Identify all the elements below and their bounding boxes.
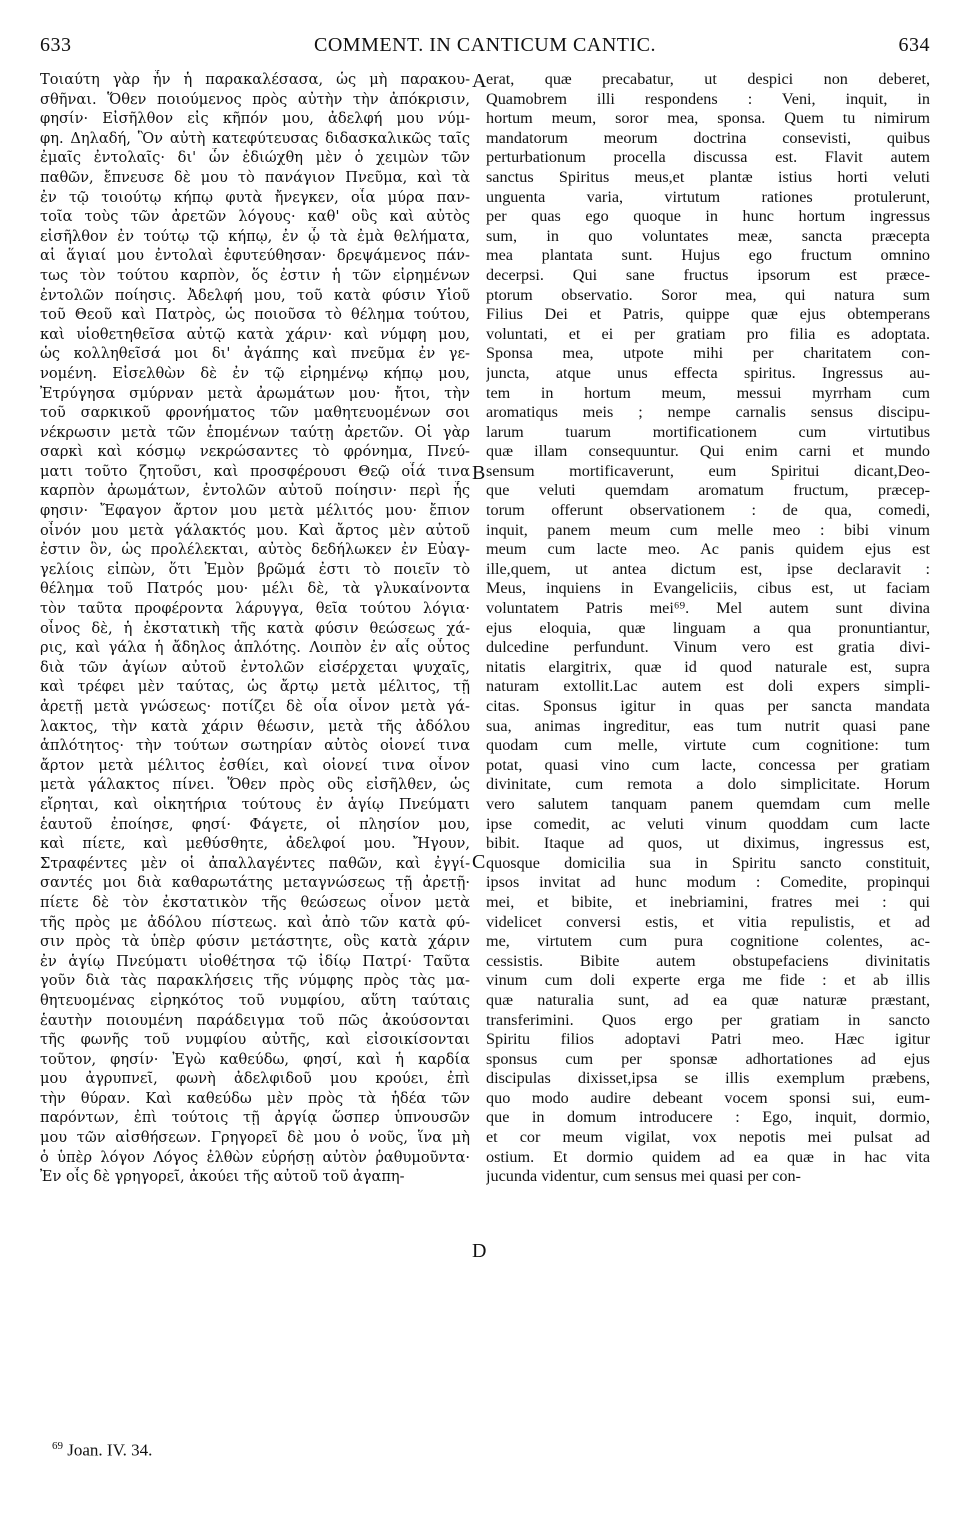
greek-text-line: ματι τοῦτο ζητοῦσι, καὶ προσφέρουσι Θεῷ οἷά τινα <box>40 462 470 480</box>
greek-text-line: γοῦν διὰ τὰς παρακλήσεις τῆς νύμφης πρὸς τὰς μα- <box>40 972 470 990</box>
latin-text-line: aromatiqus meis ; nempe carnalis sensus discipu- <box>486 403 930 422</box>
latin-text-line: larum tuarum mortificationem cum virtutibus <box>486 422 930 441</box>
greek-text-line: τὸν ταῦτα προφέροντα λάρυγγα, θεῖα τούτου λόγια· <box>40 600 470 618</box>
latin-text-line: bibit. Itaque ad quos, ut diximus, ingressus est, <box>486 834 930 853</box>
latin-text-line: ipse comedit, ac veluti vinum quoddam cum lacte <box>486 814 930 833</box>
latin-text-line: naturam extollit.Lac autem est doli expers simpli- <box>486 677 930 696</box>
greek-text-line: μου τῶν αἰσθήσεων. Γρηγορεῖ δὲ μου ὁ νοῦς, ἵνα μὴ <box>40 1129 470 1147</box>
greek-text-line: παθῶν, ἔπνευσε δὲ μου τὸ πανάγιον Πνεῦμα, καὶ τὰ <box>40 168 470 186</box>
latin-text-line: me, virtutem cum pura cognitione colentes, ac- <box>486 932 930 951</box>
margin-letter-c: C <box>472 851 486 873</box>
latin-text-line: jucunda videntur, cum sensus mei quasi per con- <box>486 1167 801 1186</box>
greek-text-line: φησίν· Εἰσῆλθον εἰς κῆπόν μου, ἀδελφή μου νύμ- <box>40 110 470 128</box>
greek-text-line: αἱ ἅγιαί μου ἐντολαὶ ἐφυτεύθησαν· δρεψάμενος πάν- <box>40 247 470 265</box>
greek-text-line: ἐντολῶν ποίησις. Ἀδελφή μου, τοῦ κατὰ φύσιν Υἱοῦ <box>40 286 470 304</box>
latin-text-line: voluntatem Patris mei⁶⁹. Mel autem sunt divina <box>486 599 930 618</box>
latin-text-line: meum cum lacte meo. Ac panis quidem ejus est <box>486 540 930 559</box>
footnote-text: Joan. IV. 34. <box>63 1440 153 1460</box>
latin-text-line: voluntati, et ei per gratiam pro filia es adoptata. <box>486 324 930 343</box>
footnote-number: 69 <box>52 1440 63 1452</box>
page-number-right: 634 <box>898 34 930 56</box>
latin-text-line: sanctus Spiritus meus,et plantæ istius horti veluti <box>486 167 930 186</box>
latin-text-line: quosque domicilia sua in Spiritu sancto constituit, <box>486 853 930 872</box>
latin-text-line: quodam cum melle, virtute cum cognitione: tum <box>486 736 930 755</box>
latin-text-line: vinum cum doli experte erga me fide : et ab illis <box>486 971 930 990</box>
greek-text-line: ἐν ἁγίῳ Πνεύματι υἱοθέτησα τῷ ἰδίῳ Πατρί· Ταῦτα <box>40 952 470 970</box>
latin-text-line: torum offerunt observationem : de qua, comedi, <box>486 501 930 520</box>
latin-text-line: juncta, atque unus effecta spiritus. Ingressus au- <box>486 363 930 382</box>
latin-text-line: perturbationum procella discussa est. Flavit autem <box>486 148 930 167</box>
greek-text-line: καὶ υἱοθετηθεῖσα αὐτῷ κατὰ χάριν· καὶ νύμφη μου, <box>40 325 470 343</box>
greek-text-line: τὴν θύραν. Καὶ καθεύδω μὲν πρὸς τὰ ἡδέα τῶν <box>40 1089 470 1107</box>
latin-text-line: ille,quem, ut antea dictum est, ipse declaravit : <box>486 559 930 578</box>
latin-text-column <box>486 70 930 1187</box>
latin-text-line: decerpsi. Qui sane fructus ipsorum est præce- <box>486 265 930 284</box>
greek-text-line: φη. Δηλαδή, Ὃν αὐτὴ κατεφύτευσας διδασκαλικῶς ταῖς <box>40 129 470 147</box>
latin-text-line: videlicet conversi estis, et vitia repulistis, et ad <box>486 912 930 931</box>
latin-text-line: dulcedine perfundunt. Vinum vero est gratia divi- <box>486 638 930 657</box>
latin-text-line: ostium. Et dormio quidem ad ea quæ in hac vita <box>486 1147 930 1166</box>
latin-text-line: sua, animas ingreditur, eas tum nutrit quasi pane <box>486 716 930 735</box>
latin-text-line: per quas ego quoque in hunc hortum ingressus <box>486 207 930 226</box>
greek-text-line: ὁ ὑπὲρ λόγον Λόγος ἐλθὼν εὑρήσῃ αὐτὸν ῥαθυμοῦντα· <box>40 1148 470 1166</box>
latin-text-line: ejus eloquia, quæ linguam a qua pronuntiantur, <box>486 618 930 637</box>
greek-text-line: τοῦ Θεοῦ καὶ Πατρὸς, ὡς ποιοῦσα τὸ θέλημα τούτου, <box>40 306 470 324</box>
latin-text-line: que in domum introducere : Ego, inquit, dormio, <box>486 1108 930 1127</box>
latin-text-line: cessistis. Bibite autem obstupefaciens divinitatis <box>486 951 930 970</box>
latin-text-line: mea plantata sunt. Hujus ego fructum omnino <box>486 246 930 265</box>
greek-text-line: ἄρτον μετὰ μέλιτος ἐσθίει, καὶ οἱονεί τινα οἶνον <box>40 756 470 774</box>
greek-text-line: τοῖα τοὺς τῶν ἀρετῶν λόγους· καθ' οὓς καὶ αὐτὸς <box>40 208 470 226</box>
latin-text-line: erat, quæ precabatur, ut despici non deberet, <box>486 70 930 88</box>
latin-text-line: inquit, panem meum cum melle meo : bibi vinum <box>486 520 930 539</box>
greek-text-line: ἐν τῷ τοιούτῳ κήπῳ φυτὰ ἤνεγκεν, οἷα μύρα παν- <box>40 188 470 206</box>
greek-text-line: τοῦ σαρκικοῦ φρονήματος τῶν μαθητευομένων σοι <box>40 404 470 422</box>
greek-text-line: σιν πρὸς τὰ ὑπὲρ φύσιν μετάστητε, οὓς κατὰ χάριν <box>40 933 470 951</box>
greek-text-line: τως τὸν τούτου καρπὸν, ὅς ἐστιν ἡ τῶν εἰρημένων <box>40 266 470 284</box>
latin-text-line: ptorum observatio. Soror mea, qui natura sum <box>486 285 930 304</box>
greek-text-line: θέλημα τοῦ Πατρός μου· μέλι δὲ, τὰ γλυκαίνοντα <box>40 580 470 598</box>
latin-text-line: Filius Dei et Patris, quippe quæ ejus obtemperans <box>486 305 930 324</box>
greek-text-line: Ἐτρύγησα σμύρναν μετὰ ἀρωμάτων μου· ἤτοι, τὴν <box>40 384 470 402</box>
greek-text-line: σαντές μοι διὰ καθαρωτάτης μεταγνώσεως τῇ ἀρετῇ· <box>40 874 470 892</box>
latin-text-line: quæ naturalia sunt, ad ea quæ naturæ præstant, <box>486 990 930 1009</box>
latin-text-line: discipulas dixisset,ipsa se illis exemplum præbens, <box>486 1069 930 1088</box>
running-header <box>40 34 930 62</box>
latin-text-line: divinitate, cum remota a dolo simplicitate. Horum <box>486 775 930 794</box>
greek-text-line: ἐμαῖς ἐντολαῖς· δι' ὧν ἐδιώχθη μὲν ὁ χειμὼν τῶν <box>40 149 470 167</box>
greek-text-line: διὰ τῶν ἁγίων αὐτοῦ ἐντολῶν εἰσέρχεται ψυχαῖς, <box>40 658 470 676</box>
greek-text-line: οἶνος δὲ, ἡ ἐκστατικὴ τῆς κατὰ φύσιν θεώσεως χά- <box>40 619 470 637</box>
latin-text-line: Spiritu filios adoptavi Patri meo. Hæc igitur <box>486 1030 930 1049</box>
latin-text-line: mei, et bibite, et inebriamini, fratres mei : qui <box>486 892 930 911</box>
greek-text-line: Στραφέντες μὲν οἱ ἀπαλλαγέντες παθῶν, καὶ ἐγγί- <box>40 854 470 872</box>
greek-text-line: λακτος, τὴν κατὰ χάριν θέωσιν, μετὰ τῆς ἀδόλου <box>40 717 470 735</box>
latin-text-line: hortum meum, soror mea, sponsa. Quem tu nimirum <box>486 109 930 128</box>
latin-text-line: quæ illam consequuntur. Qui enim carni et mundo <box>486 442 930 461</box>
greek-text-line: ρις, καὶ γάλα ἡ ἄδηλος ἁπλότης. Λοιπὸν ἐν αἷς οὗτος <box>40 639 470 657</box>
greek-text-line: πίετε δὲ τὸν ἐκστατικὸν τῆς θεώσεως οἶνον μετὰ <box>40 893 470 911</box>
greek-text-line: οἶνόν μου μετὰ γάλακτός μου. Καὶ ἄρτος μὲν αὐτοῦ <box>40 521 470 539</box>
latin-text-line: vero salutem tanquam panem quemdam cum melle <box>486 794 930 813</box>
latin-text-line: quo modo audire debeant vocem sponsi sui, eum- <box>486 1088 930 1107</box>
latin-text-line: unguenta varia, virtutum rationes protulerunt, <box>486 187 930 206</box>
latin-text-line: nitatis elargitrix, quæ id quod naturale est, supra <box>486 657 930 676</box>
latin-text-line: potat, quasi vino cum lacte, concessa per gratiam <box>486 755 930 774</box>
greek-text-line: ἁπλότητος· τὴν τούτων σωτηρίαν αὐτὸς οἱονεί τινα <box>40 737 470 755</box>
greek-text-column <box>40 70 470 1187</box>
running-title: COMMENT. IN CANTICUM CANTIC. <box>314 34 656 56</box>
margin-letter-a: A <box>472 70 487 92</box>
greek-text-line: ἑαυτὴν ποιουμένη παράδειγμα τοῦ πῶς ἀκούσονται <box>40 1011 470 1029</box>
margin-letter-b: B <box>472 462 486 484</box>
greek-text-line: σαρκὶ καὶ κόσμῳ νεκρώσαντες τὸ φρόνημα, Πνεύ- <box>40 443 470 461</box>
latin-text-line: mandatorum meorum doctrina consevisti, quibus <box>486 128 930 147</box>
greek-text-line: θητευομένας εἰρηκότος τοῦ νυμφίου, αὕτη ταύταις <box>40 991 470 1009</box>
greek-text-line: τῆς φωνῆς τοῦ νυμφίου αὐτῆς, καὶ εἰσοικίσονται <box>40 1031 470 1049</box>
greek-text-line: καρπὸν ἀρωμάτων, ἐντολῶν αὐτοῦ ποίησιν· περὶ ἧς <box>40 482 470 500</box>
greek-text-line: παρόντων, ἐπὶ τούτοις τῇ ἀργίᾳ ὥσπερ ὑπνουσῶν <box>40 1109 470 1127</box>
greek-text-line: μετὰ γάλακτος πίνει. Ὅθεν πρὸς οὓς εἰσῆλθεν, ὡς <box>40 776 470 794</box>
latin-text-line: sensum mortificaverunt, eum Spiritui dicant,Deo- <box>486 461 930 480</box>
greek-text-line: εἰσῆλθον ἐν τούτῳ τῷ κήπῳ, ἐν ᾧ τὰ ἐμὰ θελήματα, <box>40 227 470 245</box>
greek-text-line: μου ἀγρυπνεῖ, φωνὴ ἀδελφιδοῦ μου κρούει, ἐπὶ <box>40 1070 470 1088</box>
greek-text-line: γελίοις εἰπὼν, ὅτι Ἐμὸν βρῶμά ἐστι τὸ ποιεῖν τὸ <box>40 560 470 578</box>
footnote <box>52 1440 152 1461</box>
greek-text-line: καὶ πίετε, καὶ μεθύσθητε, ἀδελφοί μου. Ἤγουν, <box>40 835 470 853</box>
latin-text-line: sponsus cum per sponsæ adhortationes ad ejus <box>486 1049 930 1068</box>
greek-text-line: τῆς πρὸς με ἀδόλου πίστεως. καὶ ἀπὸ τῶν κατὰ φύ- <box>40 913 470 931</box>
latin-text-line: que veluti quemdam aromatum fructum, præcep- <box>486 481 930 500</box>
greek-text-line: εἴρηται, καὶ οἰκητήρια τούτους ἐν ἁγίῳ Πνεύματι <box>40 795 470 813</box>
latin-text-line: sum, in quo voluntates meæ, sancta præcepta <box>486 226 930 245</box>
greek-text-line: καὶ τρέφει μὲν ταύτας, ὡς ἄρτῳ μετὰ μέλιτος, τῇ <box>40 678 470 696</box>
greek-text-line: ἐστιν ὃν, ὡς προλέλεκται, αὐτὸς δεδήλωκεν ἐν Εὐαγ- <box>40 541 470 559</box>
greek-text-line: Τοιαύτη γὰρ ἦν ἡ παρακαλέσασα, ὡς μὴ παρακου- <box>40 71 470 88</box>
greek-text-line: ἑαυτοῦ ἐποίησε, φησί· Φάγετε, οἱ πλησίον μου, <box>40 815 470 833</box>
latin-text-line: Meus, inquiens in Evangeliciis, cibus est, ut faciam <box>486 579 930 598</box>
greek-text-line: φησιν· Ἔφαγον ἄρτον μου μετὰ μέλιτός μου· ἔπιον <box>40 502 470 520</box>
greek-text-line: νέκρωσιν μετὰ τῶν ἑπομένων ταύτῃ ἀρετῶν. Οἱ γὰρ <box>40 423 470 441</box>
greek-text-line: τοῦτον, φησίν· Ἐγὼ καθεύδω, φησί, καὶ ἡ καρδία <box>40 1050 470 1068</box>
greek-text-line: ὡς κολληθεῖσά μοι δι' ἀγάπης καὶ πνεῦμα ἐν γε- <box>40 345 470 363</box>
latin-text-line: Quamobrem illi respondens : Veni, inquit, in <box>486 89 930 108</box>
latin-text-line: et cor meum vigilat, vox nepotis mei pulsat ad <box>486 1128 930 1147</box>
margin-letter-d: D <box>472 1240 487 1262</box>
page-number-left: 633 <box>40 34 72 56</box>
greek-text-line: Ἐν οἷς δὲ γρηγορεῖ, ἀκούει τῆς αὐτοῦ τοῦ ἀγαπη- <box>40 1168 405 1186</box>
greek-text-line: σθῆναι. Ὅθεν ποιούμενος πρὸς αὐτὴν τὴν ἀπόκρισιν, <box>40 90 470 108</box>
latin-text-line: transferimini. Quos ergo per gratiam in sancto <box>486 1010 930 1029</box>
latin-text-line: tem in hortum meum, messui myrrham cum <box>486 383 930 402</box>
greek-text-line: νομένη. Εἰσελθὼν δὲ ἐν τῷ εἰρημένῳ κήπῳ μου, <box>40 364 470 382</box>
latin-text-line: citas. Sponsus igitur in quas per sancta mandata <box>486 697 930 715</box>
latin-text-line: ipsos invitat ad hunc modum : Comedite, propinqui <box>486 873 930 892</box>
greek-text-line: ἀρετῇ μετὰ γνώσεως· ποτίζει δὲ οἷα οἶνον μετὰ γά- <box>40 698 470 715</box>
latin-text-line: Sponsa mea, utpote mihi per charitatem con- <box>486 344 930 363</box>
